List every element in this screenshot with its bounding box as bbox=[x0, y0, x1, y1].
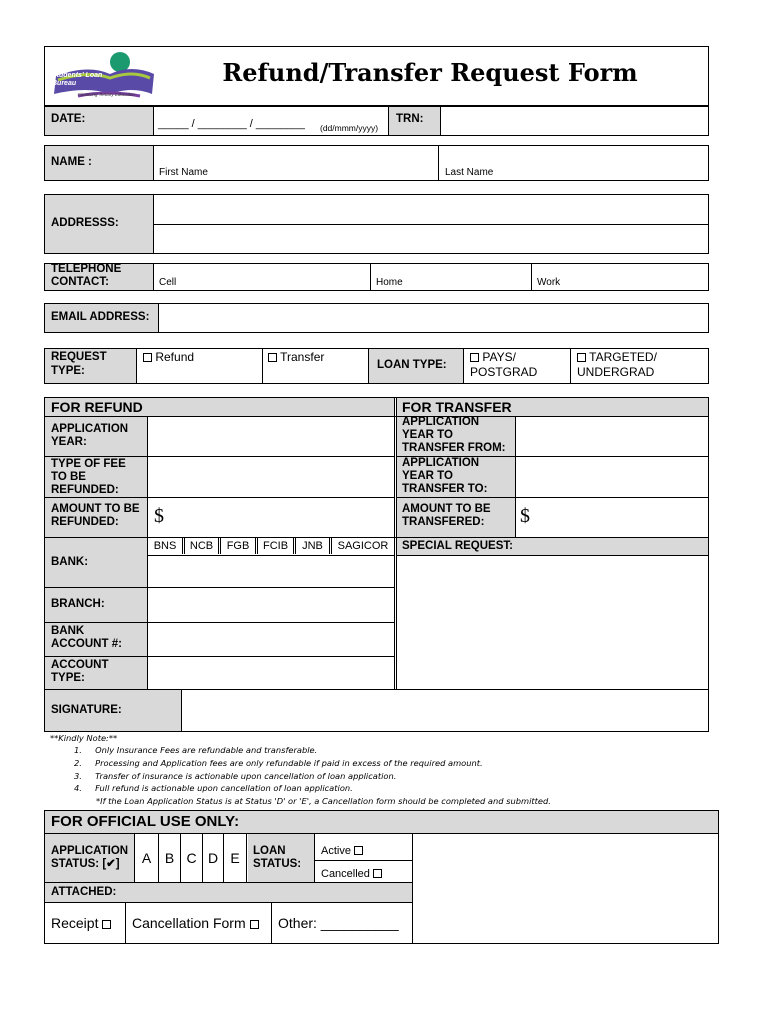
trn-input[interactable] bbox=[442, 108, 707, 134]
targeted-checkbox-icon[interactable] bbox=[577, 353, 586, 362]
other-field[interactable]: Other: __________ bbox=[278, 915, 399, 931]
app-status-label: APPLICATION STATUS: [✔] bbox=[51, 845, 129, 870]
request-label-1: REQUEST bbox=[51, 351, 107, 363]
cancelled-checkbox-icon[interactable] bbox=[373, 869, 382, 878]
bank-option-sagicor[interactable]: SAGICOR bbox=[337, 540, 389, 552]
active-label: Active bbox=[321, 845, 351, 857]
cancellation-form-checkbox-icon[interactable] bbox=[250, 920, 259, 929]
bank-options bbox=[148, 538, 394, 556]
address-line-1[interactable] bbox=[155, 196, 707, 223]
logo-text: Students' Loan Bureau bbox=[52, 72, 103, 87]
loan-status-label: LOAN STATUS: bbox=[253, 845, 302, 870]
bank-option-ncb[interactable]: NCB bbox=[185, 538, 221, 554]
email-input[interactable] bbox=[160, 305, 707, 331]
form-title: Refund/Transfer Request Form bbox=[222, 58, 638, 87]
bank-label: BANK: bbox=[51, 556, 89, 568]
transfer-heading: FOR TRANSFER bbox=[402, 399, 512, 415]
note-item-3: 3. Transfer of insurance is actionable upon cancellation of loan application. bbox=[74, 771, 397, 781]
note-footnote: *If the Loan Application Status is at Status 'D' or 'E', a Cancellation form should be completed and submitted. bbox=[96, 796, 551, 806]
note-item-2: 2. Processing and Application fees are only refundable if paid in excess of the required amount. bbox=[74, 758, 483, 768]
refund-checkbox-icon[interactable] bbox=[143, 353, 152, 362]
branch-input[interactable] bbox=[149, 589, 393, 621]
transfer-year-from-label: APPLICATION YEAR TO TRANSFER FROM: bbox=[402, 416, 506, 454]
refund-dollar-sign: $ bbox=[154, 505, 164, 527]
last-name-field[interactable]: Last Name bbox=[445, 167, 494, 178]
refund-fee-type-label: TYPE OF FEE TO BE REFUNDED: bbox=[51, 458, 126, 496]
loan-type-label: LOAN TYPE: bbox=[377, 359, 447, 371]
email-label: EMAIL ADDRESS: bbox=[51, 311, 150, 323]
cancellation-form-checkbox[interactable] bbox=[132, 915, 259, 931]
transfer-checkbox-icon[interactable] bbox=[268, 353, 277, 362]
special-request-label: SPECIAL REQUEST: bbox=[402, 540, 513, 552]
name-label: NAME : bbox=[51, 156, 92, 168]
receipt-label: Receipt bbox=[51, 915, 99, 931]
transfer-amount-input[interactable] bbox=[540, 499, 707, 536]
refund-amount-input[interactable] bbox=[175, 499, 393, 536]
status-option-e[interactable]: E bbox=[224, 834, 247, 882]
refund-app-year-label: APPLICATION YEAR: bbox=[51, 423, 129, 448]
refund-checkbox-label: Refund bbox=[155, 350, 195, 364]
status-option-c[interactable]: C bbox=[181, 834, 203, 882]
status-option-b[interactable]: B bbox=[159, 834, 181, 882]
transfer-year-to-label: APPLICATION YEAR TO TRANSFER TO: bbox=[402, 457, 488, 495]
logo-tagline: Financing Tertiary Education bbox=[78, 92, 135, 97]
transfer-amount-label: AMOUNT TO BE TRANSFERED: bbox=[402, 503, 491, 528]
pays-checkbox[interactable] bbox=[470, 350, 537, 380]
bank-option-bns[interactable]: BNS bbox=[148, 538, 185, 554]
refund-heading: FOR REFUND bbox=[51, 399, 143, 415]
branch-label: BRANCH: bbox=[51, 598, 105, 610]
address-line-2[interactable] bbox=[155, 226, 707, 253]
special-request-input[interactable] bbox=[398, 557, 707, 688]
active-checkbox[interactable] bbox=[321, 845, 363, 857]
note-item-1: 1. Only Insurance Fees are refundable and transferable. bbox=[74, 745, 318, 755]
request-label-2: TYPE: bbox=[51, 365, 85, 377]
pays-checkbox-icon[interactable] bbox=[470, 353, 479, 362]
targeted-checkbox[interactable] bbox=[577, 350, 657, 380]
refund-amount-label: AMOUNT TO BE REFUNDED: bbox=[51, 503, 140, 528]
transfer-year-from-input[interactable] bbox=[517, 418, 707, 455]
date-label: DATE: bbox=[51, 113, 86, 125]
first-name-field[interactable]: First Name bbox=[159, 167, 208, 178]
work-field[interactable]: Work bbox=[537, 277, 561, 288]
bank-option-fcib[interactable]: FCIB bbox=[258, 538, 296, 554]
telephone-label-2: CONTACT: bbox=[51, 276, 109, 288]
receipt-checkbox[interactable] bbox=[51, 915, 111, 931]
refund-app-year-input[interactable] bbox=[149, 418, 393, 455]
cancelled-checkbox[interactable] bbox=[321, 868, 382, 880]
bank-input[interactable] bbox=[149, 557, 393, 586]
bank-option-jnb[interactable]: JNB bbox=[296, 538, 332, 554]
pays-label-2: POSTGRAD bbox=[470, 365, 538, 379]
notes-title: **Kindly Note:** bbox=[50, 733, 118, 743]
account-no-label: BANK ACCOUNT #: bbox=[51, 625, 122, 650]
logo bbox=[48, 50, 158, 102]
date-format-hint: (dd/mmm/yyyy) bbox=[320, 123, 379, 133]
note-item-4: 4. Full refund is actionable upon cancellation of loan application. bbox=[74, 783, 353, 793]
date-field[interactable]: _____ / ________ / ________ bbox=[158, 118, 305, 130]
cancellation-form-label: Cancellation Form bbox=[132, 915, 246, 931]
signature-label: SIGNATURE: bbox=[51, 704, 122, 716]
status-option-d[interactable]: D bbox=[203, 834, 224, 882]
transfer-dollar-sign: $ bbox=[520, 505, 530, 527]
cell-field[interactable]: Cell bbox=[159, 277, 177, 288]
transfer-checkbox[interactable] bbox=[268, 350, 324, 364]
official-notes-area[interactable] bbox=[414, 835, 717, 942]
signature-input[interactable] bbox=[183, 691, 707, 731]
status-option-a[interactable]: A bbox=[135, 834, 159, 882]
address-label: ADDRESSS: bbox=[51, 217, 119, 229]
receipt-checkbox-icon[interactable] bbox=[102, 920, 111, 929]
targeted-label-1: TARGETED/ bbox=[589, 350, 657, 364]
account-type-label: ACCOUNT TYPE: bbox=[51, 659, 109, 684]
targeted-label-2: UNDERGRAD bbox=[577, 365, 655, 379]
attached-label: ATTACHED: bbox=[51, 886, 117, 898]
pays-label-1: PAYS/ bbox=[482, 350, 516, 364]
cancelled-label: Cancelled bbox=[321, 868, 370, 880]
account-type-input[interactable] bbox=[149, 658, 393, 688]
refund-checkbox[interactable] bbox=[143, 350, 194, 364]
telephone-label-1: TELEPHONE bbox=[51, 263, 122, 275]
bank-option-fgb[interactable]: FGB bbox=[221, 538, 258, 554]
refund-fee-type-input[interactable] bbox=[149, 458, 393, 496]
transfer-checkbox-label: Transfer bbox=[280, 350, 325, 364]
trn-label: TRN: bbox=[396, 113, 424, 125]
account-no-input[interactable] bbox=[149, 624, 393, 655]
home-field[interactable]: Home bbox=[376, 277, 403, 288]
official-heading: FOR OFFICIAL USE ONLY: bbox=[51, 813, 240, 830]
transfer-year-to-input[interactable] bbox=[517, 458, 707, 496]
active-checkbox-icon[interactable] bbox=[354, 846, 363, 855]
